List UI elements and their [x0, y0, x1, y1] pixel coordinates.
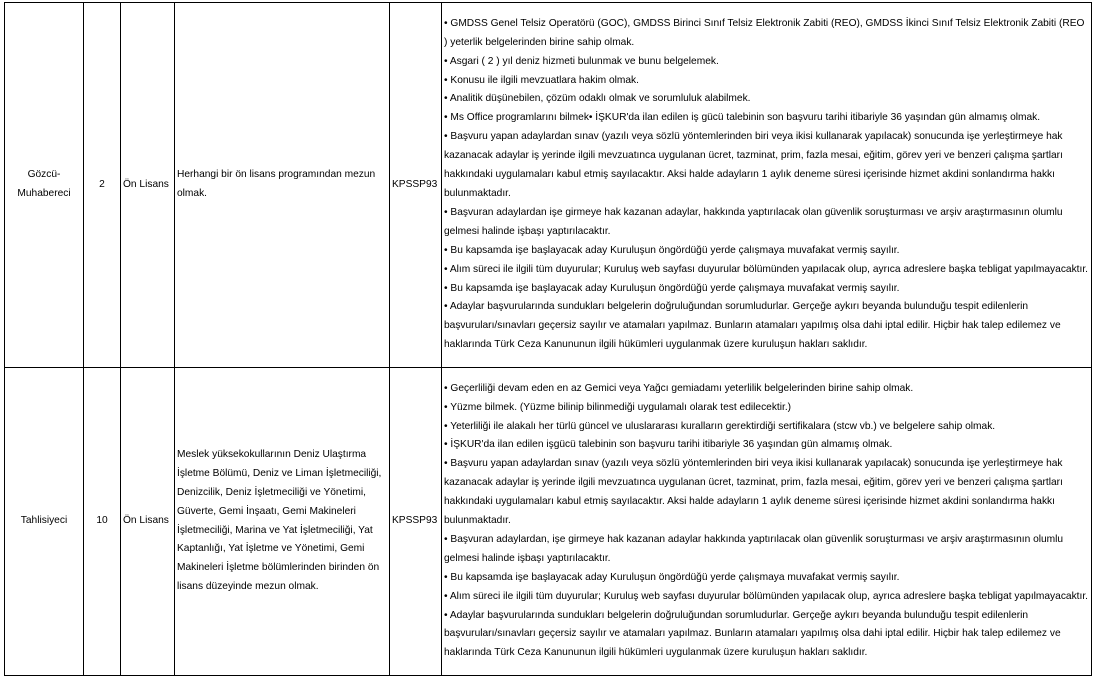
education-requirement: Meslek yüksekokullarının Deniz Ulaştırma İşletme Bölümü, Deniz ve Liman İşletmeciliği, Denizcilik, Deniz İşletmeciliği ve Yönetimi, Güverte, Gemi İnşaatı, Gemi Makineleri İşletmeciliği, Marina ve Yat İşletmeciliği, Yat Kaptanlığı, Yat İşletme ve Yönetimi, Gemi Makineleri İşletme bölümlerinden birinden ön lisans düzeyinde mezun olmak. — [175, 368, 390, 676]
job-listing-table — [4, 2, 1092, 676]
requirement-item: • Başvuran adaylardan, işe girmeye hak kazanan adaylar hakkında yaptırılacak olan güvenlik soruşturması ve arşiv araştırmasının olumlu gelmesi halinde işbaşı yaptırılacaktır. — [444, 533, 1064, 564]
position-title-text: Gözcü- Muhabereci — [17, 169, 71, 199]
requirement-item: • Yeterliliği ile alakalı her türlü güncel ve uluslararası kuralların gerektirdiği sertifikalara (stcw vb.) ve belgelere sahip olmak. — [444, 420, 996, 432]
position-title: Tahlisiyeci — [5, 368, 84, 676]
requirement-item: • Bu kapsamda işe başlayacak aday Kuruluşun öngördüğü yerde çalışmaya muvafakat vermiş sayılır. — [444, 282, 900, 294]
requirement-item: • Geçerliliği devam eden en az Gemici veya Yağcı gemiadamı yeterlilik belgelerinden birine sahip olmak. — [444, 382, 914, 394]
position-count: 10 — [84, 368, 121, 676]
requirements-cell — [442, 368, 1092, 676]
requirement-item: • Alım süreci ile ilgili tüm duyurular; Kuruluş web sayfası duyurular bölümünden yapılacak olup, ayrıca adreslere başka tebligat yapılmayacaktır. — [444, 263, 1088, 275]
requirement-item: • Yüzme bilmek. (Yüzme bilinip bilinmediği uygulamalı olarak test edilecektir.) — [444, 401, 792, 413]
requirement-item: • GMDSS Genel Telsiz Operatörü (GOC), GMDSS Birinci Sınıf Telsiz Elektronik Zabiti (REO), GMDSS İkinci Sınıf Telsiz Elektronik Zabiti (REO ) yeterlik belgelerinden birine sahip olmak. — [444, 17, 1085, 48]
education-level: Ön Lisans — [121, 368, 175, 676]
exam-score-type: KPSSP93 — [390, 3, 442, 368]
education-requirement: Herhangi bir ön lisans programından mezun olmak. — [175, 3, 390, 368]
requirements-cell — [442, 3, 1092, 368]
requirement-item: • Başvuru yapan adaylardan sınav (yazılı veya sözlü yöntemlerinden biri veya ikisi kullanarak yapılacak) sonucunda işe yerleştirmeye hak kazanacak adaylar iş yerinde ilgili mevzuatınca uygulanan ücret, tazminat, prim, fazla mesai, eğitim, görev yeri ve benzeri çalışma şartları hakkındaki uygulamaları kabul etmiş sayılacaktır. Aksi halde adayların 1 aylık deneme süresi içerisinde hizmet akdini sonlandırma hakkı bulunmaktadır. — [444, 458, 1063, 527]
requirement-item: • Asgari ( 2 ) yıl deniz hizmeti bulunmak ve bunu belgelemek. — [444, 55, 719, 67]
requirement-item: • Bu kapsamda işe başlayacak aday Kuruluşun öngördüğü yerde çalışmaya muvafakat vermiş sayılır. — [444, 244, 900, 256]
table-row — [5, 3, 1092, 368]
education-level: Ön Lisans — [121, 3, 175, 368]
requirement-item: • Konusu ile ilgili mevzuatlara hakim olmak. — [444, 74, 639, 86]
requirement-item: • Bu kapsamda işe başlayacak aday Kuruluşun öngördüğü yerde çalışmaya muvafakat vermiş sayılır. — [444, 571, 900, 583]
requirement-item: • Alım süreci ile ilgili tüm duyurular; Kuruluş web sayfası duyurular bölümünden yapılacak olup, ayrıca adreslere başka tebligat yapılmayacaktır. — [444, 590, 1088, 602]
requirement-item: • Analitik düşünebilen, çözüm odaklı olmak ve sorumluluk alabilmek. — [444, 93, 751, 105]
requirement-item: • İŞKUR'da ilan edilen işgücü talebinin son başvuru tarihi itibariyle 36 yaşından gün almamış olmak. — [444, 439, 893, 451]
position-title — [5, 3, 84, 368]
position-count: 2 — [84, 3, 121, 368]
requirement-item: • Adaylar başvurularında sundukları belgelerin doğruluğundan sorumludurlar. Gerçeğe aykırı beyanda bulunduğu tespit edilenlerin başvuruları/sınavları geçersiz sayılır ve atamaları yapılmaz. Bunların atamaları yapılmış olsa dahi iptal edilir. Hiçbir hak talep edilemez ve haklarında Türk Ceza Kanununun ilgili hükümleri uygulanmak üzere kuruluşun hakları saklıdır. — [444, 301, 1061, 351]
requirement-item: • Başvuran adaylardan işe girmeye hak kazanan adaylar, hakkında yaptırılacak olan güvenlik soruşturması ve arşiv araştırmasının olumlu gelmesi halinde işbaşı yaptırılacaktır. — [444, 206, 1063, 237]
requirement-item: • Başvuru yapan adaylardan sınav (yazılı veya sözlü yöntemlerinden biri veya ikisi kullanarak yapılacak) sonucunda işe yerleştirmeye hak kazanacak adaylar iş yerinde ilgili mevzuatınca uygulanan ücret, tazminat, prim, fazla mesai, eğitim, görev yeri ve benzeri çalışma şartları hakkındaki uygulamaları kabul etmiş sayılacaktır. Aksi halde adayların 1 aylık deneme süresi içerisinde hizmet akdini sonlandırma hakkı bulunmaktadır. — [444, 131, 1063, 199]
requirement-item: • Ms Office programlarını bilmek• İŞKUR'da ilan edilen iş gücü talebinin son başvuru tarihi itibariyle 36 yaşından gün almamış olmak. — [444, 112, 1041, 124]
exam-score-type: KPSSP93 — [390, 368, 442, 676]
table-row — [5, 368, 1092, 676]
requirement-item: • Adaylar başvurularında sundukları belgelerin doğruluğundan sorumludurlar. Gerçeğe aykırı beyanda bulunduğu tespit edilenlerin başvuruları/sınavları geçersiz sayılır ve atamaları yapılmaz. Bunların atamaları yapılmış olsa dahi iptal edilir. Hiçbir hak talep edilemez ve haklarında Türk Ceza Kanununun ilgili hükümleri uygulanmak üzere kuruluşun hakları saklıdır. — [444, 609, 1061, 659]
